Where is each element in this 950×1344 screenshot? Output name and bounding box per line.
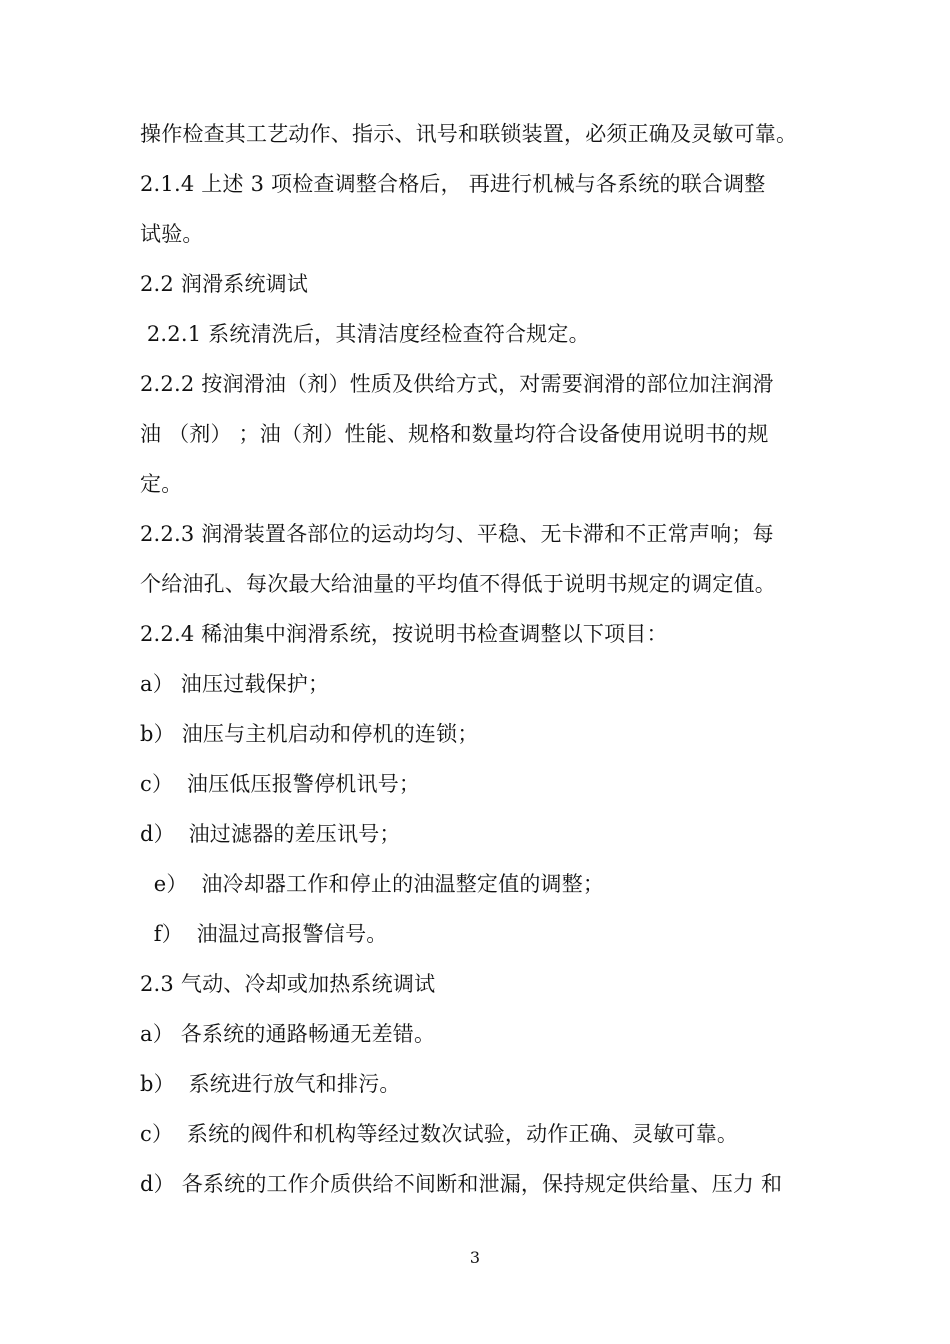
list-item: a） 油压过载保护； [140,672,330,696]
list-item: d） 各系统的工作介质供给不间断和泄漏，保持规定供给量、压力 和 [140,1172,783,1196]
text-line: 2.2.3 润滑装置各部位的运动均匀、平稳、无卡滞和不正常声响；每 [140,522,774,546]
text-line: 2.2.1 系统清洗后，其清洁度经检查符合规定。 [140,322,590,346]
section-heading: 2.3 气动、冷却或加热系统调试 [140,972,436,996]
list-item: c） 油压低压报警停机讯号； [140,772,421,796]
list-item: b） 系统进行放气和排污。 [140,1072,401,1096]
list-item: c） 系统的阀件和机构等经过数次试验，动作正确、灵敏可靠。 [140,1122,739,1146]
text-line: 2.2.2 按润滑油（剂）性质及供给方式，对需要润滑的部位加注润滑 [140,372,774,396]
text-line: 2.2.4 稀油集中润滑系统，按说明书检查调整以下项目： [140,622,668,646]
text-line: 操作检查其工艺动作、指示、讯号和联锁装置，必须正确及灵敏可靠。 [140,122,798,146]
text-line: 油 （剂） ；油（剂）性能、规格和数量均符合设备使用说明书的规 [140,422,769,446]
list-item: b） 油压与主机启动和停机的连锁； [140,722,479,746]
list-item: a） 各系统的通路畅通无差错。 [140,1022,436,1046]
text-line: 试验。 [140,222,204,246]
text-line: 定。 [140,472,183,496]
section-heading: 2.2 润滑系统调试 [140,272,309,296]
page-number: 3 [469,1248,481,1267]
list-item: d） 油过滤器的差压讯号； [140,822,401,846]
list-item: f） 油温过高报警信号。 [140,922,388,946]
list-item: e） 油冷却器工作和停止的油温整定值的调整； [140,872,605,896]
text-line: 个给油孔、每次最大给油量的平均值不得低于说明书规定的调定值。 [140,572,776,596]
text-line: 2.1.4 上述 3 项检查调整合格后， 再进行机械与各系统的联合调整 [140,172,766,196]
